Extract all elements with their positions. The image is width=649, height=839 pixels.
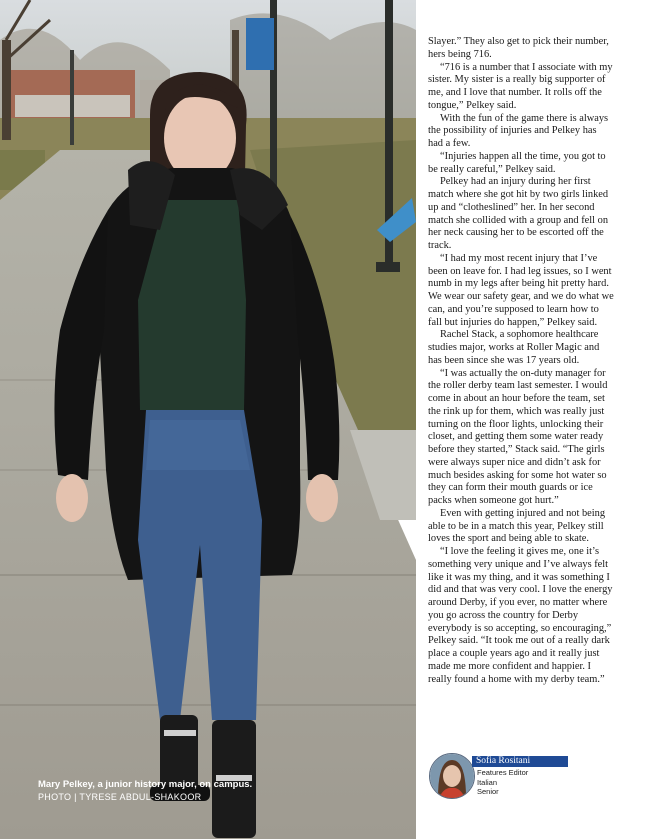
author-byline xyxy=(429,753,541,801)
paragraph: Slayer.” They also get to pick their number, hers being 716. xyxy=(428,36,609,60)
paragraph: Rachel Stack, a sophomore healthcare studies major, works at Roller Magic and has been since she was 17 years old. xyxy=(428,329,600,366)
author-name: Sofia Rositani xyxy=(472,756,568,767)
paragraph: Pelkey had an injury during her first match where she got hit by two girls linked up and “clotheslined” her. In her second match she collided with a group and fell on her neck causing her to be escorted off the track. xyxy=(428,176,609,251)
paragraph: Even with getting injured and not being able to be in a match this year, Pelkey still loves the sport and being able to skate. xyxy=(428,507,606,545)
author-details xyxy=(477,768,569,797)
article-body xyxy=(428,36,614,686)
photo-caption xyxy=(38,779,398,803)
author-language: Italian xyxy=(477,777,498,787)
paragraph: “I was actually the on-duty manager for the roller derby team last semester. I would come in about an hour before the team, set the rink up for them, which was really just turning on the floor lights, unlocking their closet, and getting them some water ready before they started,” Stack said. “The girls were always super nice and didn’t ask for much besides asking for some hot water so they can form their mouth guards or ice packs when someone got hurt.” xyxy=(428,367,608,506)
paragraph: With the fun of the game there is always the possibility of injuries and Pelkey has had a few. xyxy=(428,112,609,149)
photo-credit: PHOTO | TYRESE ABDUL-SHAKOOR xyxy=(38,792,202,802)
paragraph: “I had my most recent injury that I’ve been on leave for. I had leg issues, so I went numb in my legs after being hit pretty hard. We wear our safety gear, and we do what we can, and you’re supposed to learn how to fall but injuries do happen,” Pelkey said. xyxy=(428,252,614,328)
paragraph: “716 is a number that I associate with my sister. My sister is a really big supporter of me, and I love that number. It rolls off the tongue,” Pelkey said. xyxy=(428,61,613,111)
author-year: Senior xyxy=(477,787,499,797)
caption-text: Mary Pelkey, a junior history major, on campus. xyxy=(38,779,253,790)
paragraph: “Injuries happen all the time, you got to be really careful,” Pelkey said. xyxy=(428,150,606,175)
paragraph: “I love the feeling it gives me, one it’s something very unique and I’ve always felt like it was my thing, and it was something I did and that was very cool. I love the energy around Derby, if you ever, no matter where you go across the country for Derby everybody is so accepting, so encouraging,” Pelkey said. “It took me out of a really dark place a couple years ago and it really just made me more confident and happier. I really found a home with my derby team.” xyxy=(428,546,613,685)
author-role: Features Editor xyxy=(477,768,529,777)
author-avatar xyxy=(429,753,475,799)
